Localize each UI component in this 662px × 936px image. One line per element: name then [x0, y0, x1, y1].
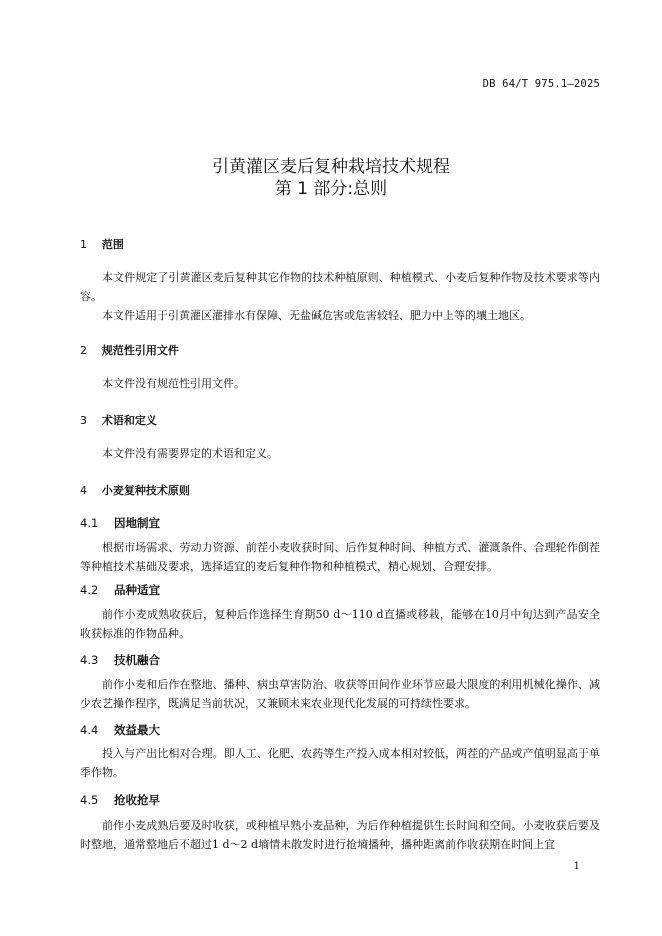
subsection-4-3-heading [80, 652, 160, 668]
subsection-4-3-paragraph: 前作小麦和后作在整地、播种、病虫草害防治、收获等田间作业环节应最大限度的利用机械化操作、减少农艺操作程序，既满足当前状况，又兼顾未来农业现代化发展的可持续性要求。 [80, 678, 600, 710]
subsection-4-2-paragraph: 前作小麦成熟收获后，复种后作选择生育期50 d～110 d直播或移栽，能够在10月中旬达到产品安全收获标准的作物品种。 [80, 608, 600, 640]
standard-number: DB 64/T 975.1—2025 [482, 78, 600, 90]
subsection-4-5-paragraph: 前作小麦成熟后要及时收获，或种植早熟小麦品种，为后作种植提供生长时间和空间。小麦收获后要及时整地，通常整地后不超过1 d～2 d墒情未散发时进行抢墒播种，播种距离前作收获期在时间上宜 [80, 819, 600, 851]
section-number: 3 [80, 414, 87, 427]
document-subtitle: 第 1 部分:总则 [274, 179, 388, 199]
subsection-4-2-heading [80, 582, 160, 598]
subsection-4-4-paragraph: 投入与产出比相对合理。即人工、化肥、农药等生产投入成本相对较低，两茬的产品或产值明显高于单季作物。 [80, 747, 600, 779]
section-4-heading [80, 482, 190, 498]
page-number: 1 [573, 861, 580, 872]
subsection-4-4-heading [80, 722, 160, 738]
section-3-heading [80, 412, 157, 428]
subsection-title: 抢收抢早 [114, 793, 161, 807]
section-2-paragraph: 本文件没有规范性引用文件。 [102, 377, 245, 390]
subsection-number: 4.5 [80, 793, 99, 807]
subsection-number: 4.4 [80, 723, 99, 737]
section-1-paragraph-1: 本文件规定了引黄灌区麦后复种其它作物的技术种植原则、种植模式、小麦后复种作物及技术要求等内容。 [80, 271, 600, 303]
section-title: 范围 [101, 238, 124, 251]
section-1-heading [80, 236, 124, 252]
subsection-number: 4.3 [80, 653, 99, 667]
subsection-number: 4.1 [80, 516, 99, 530]
section-title: 规范性引用文件 [101, 344, 179, 357]
subsection-title: 品种适宜 [114, 583, 161, 597]
section-number: 1 [80, 238, 87, 251]
subsection-number: 4.2 [80, 583, 99, 597]
section-number: 4 [80, 484, 87, 497]
section-1-paragraph-2: 本文件适用于引黄灌区灌排水有保障、无盐碱危害或危害较轻、肥力中上等的壤土地区。 [102, 309, 531, 322]
subsection-4-1-paragraph: 根据市场需求、劳动力资源、前茬小麦收获时间、后作复种时间、种植方式、灌溉条件、合理轮作倒茬等种植技术基础及要求，选择适宜的麦后复种作物和种植模式，精心规划、合理安排。 [80, 541, 600, 573]
subsection-title: 技机融合 [114, 653, 161, 667]
document-title: 引黄灌区麦后复种栽培技术规程 [212, 157, 450, 177]
section-title: 小麦复种技术原则 [101, 484, 190, 497]
subsection-title: 因地制宜 [114, 516, 161, 530]
section-title: 术语和定义 [101, 414, 157, 427]
section-2-heading [80, 342, 179, 358]
section-3-paragraph: 本文件没有需要界定的术语和定义。 [102, 447, 278, 460]
subsection-4-5-heading [80, 792, 160, 808]
subsection-4-1-heading [80, 515, 160, 531]
subsection-title: 效益最大 [114, 723, 161, 737]
section-number: 2 [80, 344, 87, 357]
